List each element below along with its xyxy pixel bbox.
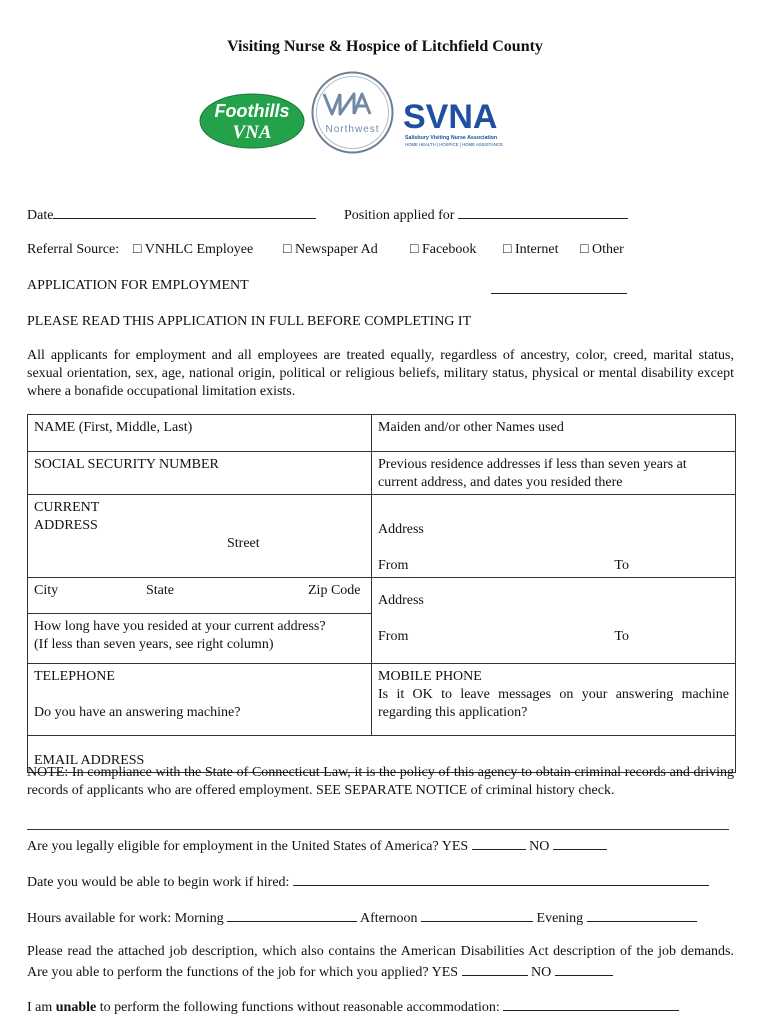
name-label: NAME (First, Middle, Last) bbox=[34, 420, 193, 435]
state-label: State bbox=[146, 583, 174, 598]
unable-pre: I am bbox=[27, 1000, 53, 1015]
vna-northwest-logo bbox=[310, 70, 395, 155]
referral-option-label: Internet bbox=[514, 242, 559, 257]
referral-label: Referral Source: bbox=[27, 242, 120, 257]
zip-label: Zip Code bbox=[308, 583, 361, 598]
foothills-text: Foothills bbox=[214, 101, 290, 121]
telephone-label: TELEPHONE bbox=[34, 669, 115, 684]
hours-row bbox=[27, 907, 697, 927]
eligible-no-blank[interactable] bbox=[553, 835, 607, 850]
to-label-2: To bbox=[614, 629, 629, 644]
begin-work-label: Date you would be able to begin work if hired: bbox=[27, 875, 290, 890]
address-from-cell-1[interactable] bbox=[372, 495, 736, 578]
begin-work-row bbox=[27, 871, 709, 891]
maiden-label: Maiden and/or other Names used bbox=[378, 420, 564, 435]
date-field[interactable] bbox=[27, 204, 316, 224]
ssn-cell[interactable] bbox=[28, 452, 372, 495]
application-blank[interactable] bbox=[491, 279, 627, 294]
checkbox-icon[interactable]: □ bbox=[410, 242, 419, 257]
unable-post: to perform the following functions without reasonable accommodation: bbox=[99, 1000, 500, 1015]
to-label: To bbox=[614, 558, 629, 573]
morning-blank[interactable] bbox=[227, 907, 357, 922]
job-description-row bbox=[27, 943, 734, 982]
answering-machine-label: Do you have an answering machine? bbox=[34, 705, 241, 720]
current-address-cell[interactable] bbox=[28, 495, 372, 578]
ssn-label: SOCIAL SECURITY NUMBER bbox=[34, 457, 219, 472]
checkbox-icon[interactable]: □ bbox=[580, 242, 589, 257]
application-table bbox=[27, 414, 736, 773]
from-to-row-2 bbox=[378, 628, 729, 646]
begin-work-blank[interactable] bbox=[293, 871, 709, 886]
eligibility-label: Are you legally eligible for employment in the United States of America? bbox=[27, 839, 439, 854]
how-long-cell[interactable] bbox=[28, 614, 372, 664]
no-label: NO bbox=[529, 839, 550, 854]
mobile-cell[interactable] bbox=[372, 664, 736, 736]
eligibility-question bbox=[27, 835, 607, 855]
address-label-2: Address bbox=[378, 593, 424, 608]
city-state-zip-row bbox=[34, 582, 365, 600]
svna-logo bbox=[403, 98, 509, 150]
referral-option-label: Other bbox=[591, 242, 624, 257]
afternoon-blank[interactable] bbox=[421, 907, 533, 922]
job-description-text: Please read the attached job description, which also contains the American Disabilities Act description of the job demands. Are you able to perform the functions of the job for which you applied? bbox=[27, 944, 734, 980]
current-address-label-2: ADDRESS bbox=[34, 518, 98, 533]
checkbox-icon[interactable]: □ bbox=[133, 242, 142, 257]
northwest-text: Northwest bbox=[325, 124, 380, 135]
telephone-cell[interactable] bbox=[28, 664, 372, 736]
referral-option-facebook[interactable] bbox=[410, 242, 476, 258]
hours-label: Hours available for work: Morning bbox=[27, 911, 224, 926]
page-title: Visiting Nurse & Hospice of Litchfield County bbox=[227, 38, 543, 55]
referral-option-newspaper[interactable] bbox=[283, 242, 378, 258]
checkbox-icon[interactable]: □ bbox=[283, 242, 292, 257]
svna-mark-text: SVNA bbox=[403, 98, 498, 136]
eligible-yes-blank[interactable] bbox=[472, 835, 526, 850]
from-to-row bbox=[378, 557, 729, 575]
job-no-label: NO bbox=[531, 965, 552, 980]
unable-word: unable bbox=[55, 1000, 97, 1015]
date-label: Date bbox=[27, 208, 54, 223]
unable-blank[interactable] bbox=[503, 996, 679, 1011]
referral-option-vnhlc[interactable] bbox=[133, 242, 253, 258]
job-no-blank[interactable] bbox=[555, 961, 613, 976]
evening-blank[interactable] bbox=[587, 907, 697, 922]
previous-residence-label: Previous residence addresses if less than seven years at current address, and dates you resided there bbox=[378, 457, 687, 490]
yes-label: YES bbox=[441, 839, 469, 854]
current-address-label-1: CURRENT bbox=[34, 500, 100, 515]
position-blank[interactable] bbox=[458, 204, 628, 219]
unable-row bbox=[27, 996, 679, 1016]
afternoon-label: Afternoon bbox=[359, 911, 418, 926]
ok-messages-label: Is it OK to leave messages on your answering machine regarding this application? bbox=[378, 687, 729, 720]
application-heading: APPLICATION FOR EMPLOYMENT bbox=[27, 278, 249, 293]
referral-option-label: VNHLC Employee bbox=[144, 242, 254, 257]
email-label: EMAIL ADDRESS bbox=[34, 753, 145, 768]
divider bbox=[27, 829, 729, 830]
referral-option-label: Newspaper Ad bbox=[294, 242, 378, 257]
checkbox-icon[interactable]: □ bbox=[503, 242, 512, 257]
read-notice: PLEASE READ THIS APPLICATION IN FULL BEFORE COMPLETING IT bbox=[27, 314, 472, 329]
position-label: Position applied for bbox=[344, 208, 455, 223]
position-field[interactable] bbox=[344, 204, 628, 224]
name-cell[interactable] bbox=[28, 415, 372, 452]
from-label: From bbox=[378, 558, 409, 573]
evening-label: Evening bbox=[536, 911, 584, 926]
criminal-note: NOTE: In compliance with the State of Connecticut Law, it is the policy of this agency to obtain criminal records and driving records of applicants who are offered employment. SEE SEPARATE NOTICE of criminal history check. bbox=[27, 765, 734, 798]
how-long-label-1: How long have you resided at your current address? bbox=[34, 619, 326, 634]
foothills-vna-logo bbox=[199, 93, 305, 149]
city-label: City bbox=[34, 583, 59, 598]
street-label: Street bbox=[227, 536, 260, 551]
maiden-cell[interactable] bbox=[372, 415, 736, 452]
referral-option-other[interactable] bbox=[580, 242, 624, 258]
referral-option-label: Facebook bbox=[421, 242, 477, 257]
svna-line1-text: Salisbury Visiting Nurse Association bbox=[405, 135, 498, 141]
address-from-cell-2[interactable] bbox=[372, 578, 736, 664]
mobile-label: MOBILE PHONE bbox=[378, 669, 482, 684]
how-long-label-2: (If less than seven years, see right column) bbox=[34, 637, 274, 652]
date-blank[interactable] bbox=[53, 204, 316, 219]
svna-line2-text: HOME HEALTH | HOSPICE | HOME ASSISTANCE bbox=[405, 142, 503, 147]
address-label: Address bbox=[378, 522, 424, 537]
job-yes-label: YES bbox=[431, 965, 459, 980]
previous-residence-cell bbox=[372, 452, 736, 495]
job-yes-blank[interactable] bbox=[462, 961, 528, 976]
foothills-vna-text: VNA bbox=[232, 122, 272, 143]
equality-statement: All applicants for employment and all employees are treated equally, regardless of ancestry, color, creed, marital status, sexual orientation, sex, age, national origin, political or religious beliefs, military status, physical or mental disability except where a bonafide occupational limitation exists. bbox=[27, 348, 734, 399]
referral-option-internet[interactable] bbox=[503, 242, 559, 258]
city-state-zip-cell[interactable] bbox=[28, 578, 372, 614]
from-label-2: From bbox=[378, 629, 409, 644]
